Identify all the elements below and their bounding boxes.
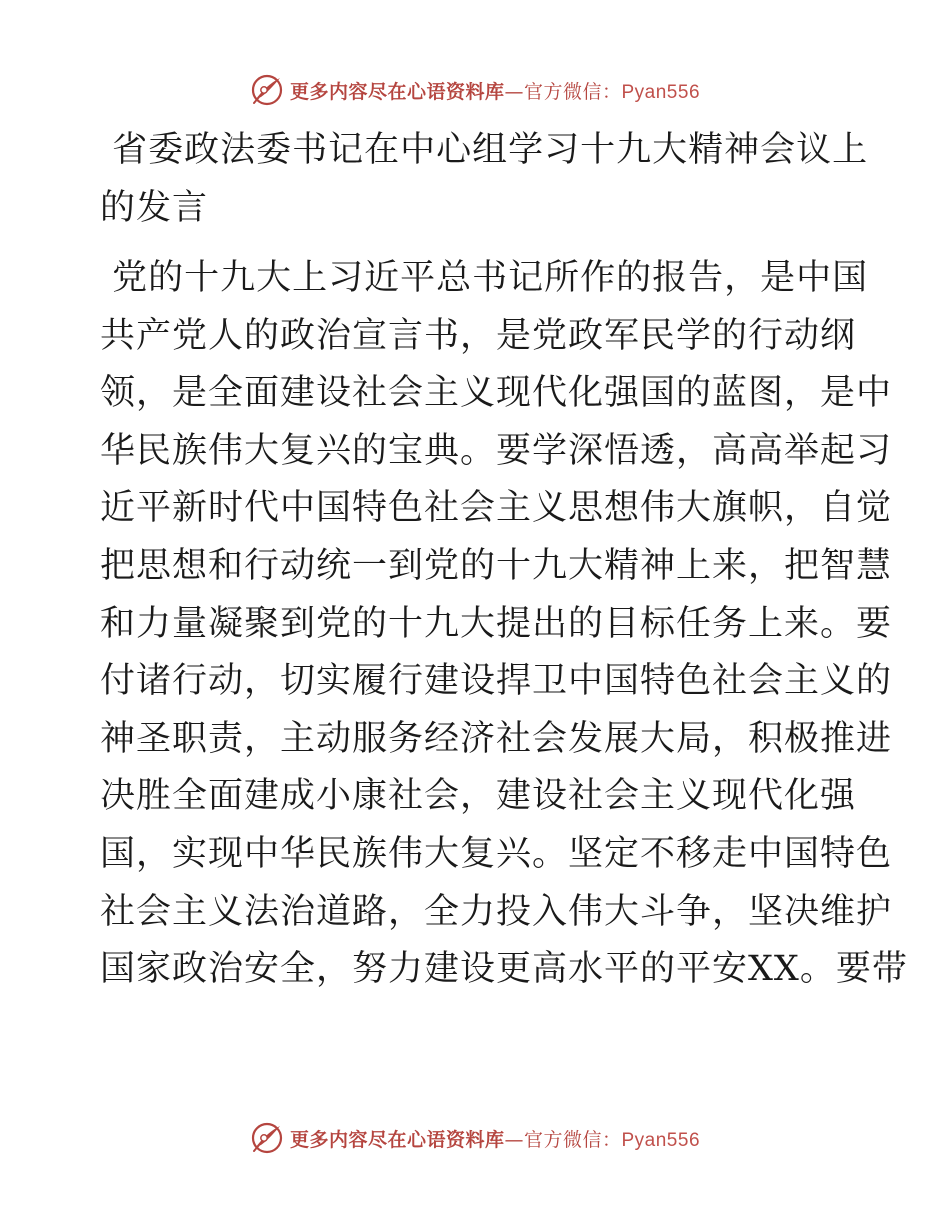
body-line: 党的十九大上习近平总书记所作的报告，是中国 bbox=[100, 258, 869, 298]
banner-wechat-id: Pyan556 bbox=[621, 81, 701, 103]
banner-dash: — bbox=[504, 1128, 524, 1151]
body-line: 把思想和行动统一到党的十九大精神上来，把智慧 bbox=[100, 545, 893, 586]
banner-wechat-label: 官方微信： bbox=[523, 80, 622, 103]
body-line: 和力量凝聚到党的十九大提出的目标任务上来。要 bbox=[100, 603, 893, 644]
banner-text bbox=[290, 77, 700, 104]
footer-banner bbox=[0, 1118, 950, 1158]
banner-main-text: 更多内容尽在心语资料库 bbox=[289, 1128, 505, 1151]
header-banner bbox=[0, 70, 950, 110]
banner-text bbox=[290, 1125, 700, 1152]
body-line: 国家政治安全，努力建设更高水平的平安XX。要带 bbox=[100, 949, 908, 990]
banner-wechat-label: 官方微信： bbox=[523, 1128, 622, 1151]
body-line: 华民族伟大复兴的宝典。要学深悟透，高高举起习 bbox=[100, 430, 893, 471]
document-body bbox=[100, 250, 908, 999]
banner-dash: — bbox=[504, 80, 524, 103]
banner-wechat-id: Pyan556 bbox=[621, 1129, 701, 1151]
body-line: 社会主义法治道路，全力投入伟大斗争，坚决维护 bbox=[100, 891, 893, 932]
body-line: 共产党人的政治宣言书，是党政军民学的行动纲 bbox=[100, 315, 857, 356]
banner-main-text: 更多内容尽在心语资料库 bbox=[289, 80, 505, 103]
body-line: 近平新时代中国特色社会主义思想伟大旗帜，自觉 bbox=[100, 488, 893, 529]
document-title bbox=[100, 122, 869, 237]
body-line: 付诸行动，切实履行建设捍卫中国特色社会主义的 bbox=[100, 661, 893, 702]
body-line: 国，实现中华民族伟大复兴。坚定不移走中国特色 bbox=[100, 833, 893, 874]
title-line: 的发言 bbox=[100, 187, 209, 228]
body-line: 领，是全面建设社会主义现代化强国的蓝图，是中 bbox=[100, 373, 893, 414]
body-line: 决胜全面建成小康社会，建设社会主义现代化强 bbox=[100, 776, 857, 817]
body-line: 神圣职责，主动服务经济社会发展大局，积极推进 bbox=[100, 718, 893, 759]
title-line: 省委政法委书记在中心组学习十九大精神会议上 bbox=[100, 130, 869, 170]
quill-pen-logo-icon bbox=[250, 73, 284, 107]
quill-pen-logo-icon bbox=[250, 1121, 284, 1155]
